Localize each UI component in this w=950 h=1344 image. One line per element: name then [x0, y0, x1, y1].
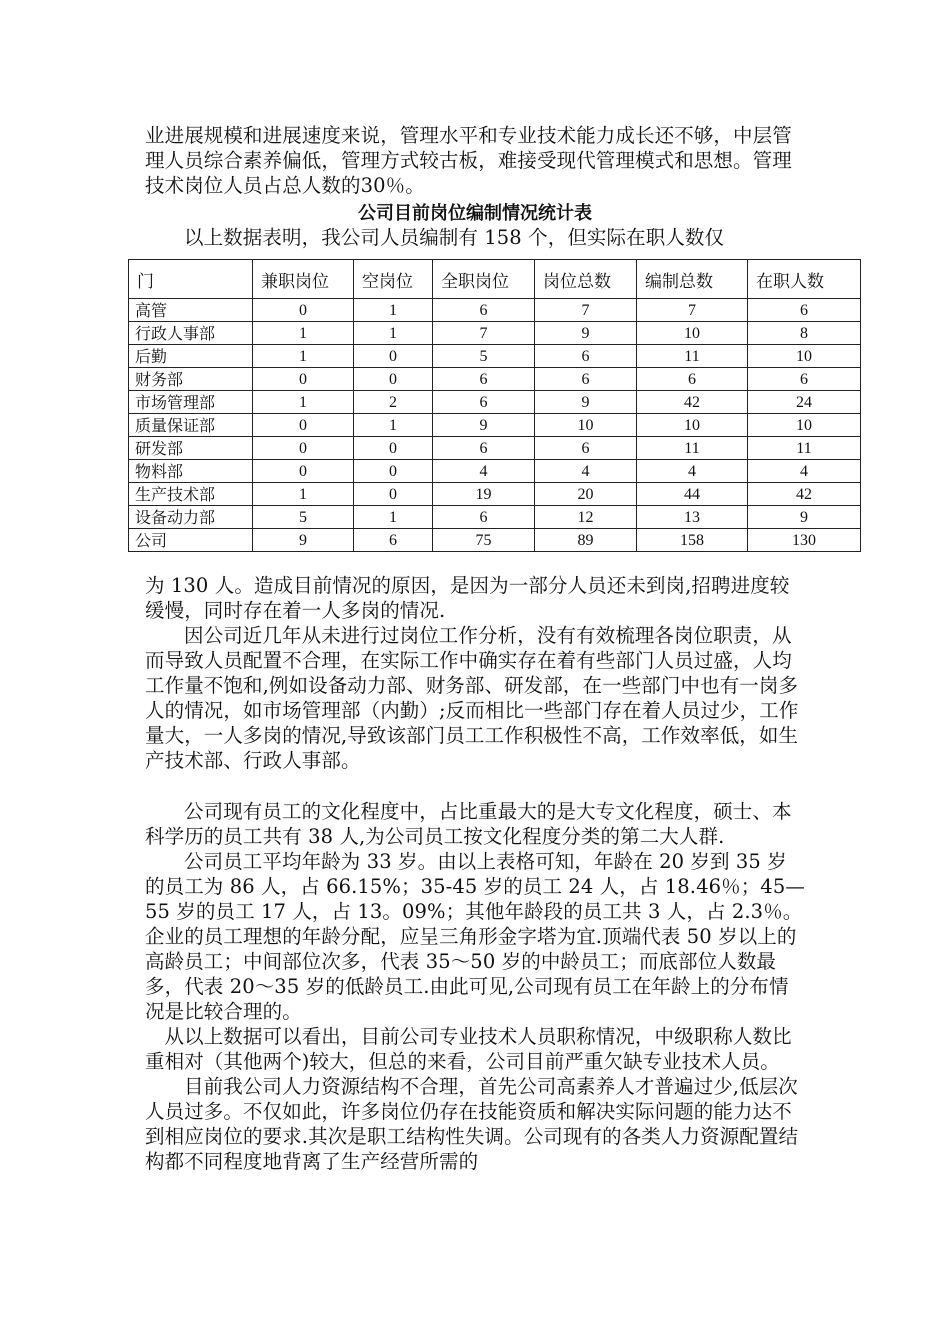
value-cell: 9: [535, 322, 637, 345]
value-cell: 1: [354, 299, 433, 322]
value-cell: 44: [637, 483, 748, 506]
value-cell: 1: [354, 506, 433, 529]
dept-cell: 行政人事部: [129, 322, 253, 345]
value-cell: 0: [354, 460, 433, 483]
paragraph-1: 为 130 人。造成目前情况的原因，是因为一部分人员还未到岗,招聘进度较缓慢，同时存在着一人多岗的情况.: [145, 574, 790, 622]
value-cell: 6: [748, 299, 861, 322]
value-cell: 6: [433, 391, 535, 414]
table-row: [129, 460, 861, 483]
value-cell: 0: [253, 437, 354, 460]
staffing-table: [128, 259, 861, 552]
value-cell: 9: [433, 414, 535, 437]
table-row: [129, 368, 861, 391]
value-cell: 4: [748, 460, 861, 483]
value-cell: 10: [535, 414, 637, 437]
value-cell: 19: [433, 483, 535, 506]
value-cell: 24: [748, 391, 861, 414]
value-cell: 0: [253, 460, 354, 483]
header-total-quota: 编制总数: [637, 260, 748, 299]
value-cell: 1: [253, 391, 354, 414]
value-cell: 6: [354, 529, 433, 552]
value-cell: 7: [535, 299, 637, 322]
dept-cell: 生产技术部: [129, 483, 253, 506]
value-cell: 10: [637, 322, 748, 345]
dept-cell: 市场管理部: [129, 391, 253, 414]
value-cell: 6: [535, 437, 637, 460]
table-row: [129, 414, 861, 437]
dept-cell: 财务部: [129, 368, 253, 391]
value-cell: 0: [354, 368, 433, 391]
value-cell: 158: [637, 529, 748, 552]
table-header-row: [129, 260, 861, 299]
table-row: [129, 437, 861, 460]
dept-cell: 设备动力部: [129, 506, 253, 529]
value-cell: 130: [748, 529, 861, 552]
header-vacant: 空岗位: [354, 260, 433, 299]
paragraph-4: 公司员工平均年龄为 33 岁。由以上表格可知，年龄在 20 岁到 35 岁的员工为 86 人，占 66.15%；35-45 岁的员工 24 人，占 18.46％；45—55 岁的员工 17 人，占 13。09%；其他年龄段的员工共 3 人，占 2.3％。企业的员工理想的年龄分配，应呈三角形金字塔为宜.顶端代表 50 岁以上的高龄员工；中间部位次多，代表 35～50 岁的中龄员工；而底部位人数最多，代表 20～35 岁的低龄员工.由此可见,公司现有员工在年龄上的分布情况是比较合理的。: [145, 850, 805, 1023]
table-body: [129, 299, 861, 552]
value-cell: 9: [253, 529, 354, 552]
header-on-duty: 在职人数: [748, 260, 861, 299]
dept-cell: 公司: [129, 529, 253, 552]
value-cell: 1: [253, 483, 354, 506]
dept-cell: 高管: [129, 299, 253, 322]
value-cell: 89: [535, 529, 637, 552]
value-cell: 5: [253, 506, 354, 529]
value-cell: 20: [535, 483, 637, 506]
value-cell: 1: [354, 414, 433, 437]
value-cell: 0: [253, 299, 354, 322]
table-row: [129, 299, 861, 322]
value-cell: 0: [354, 345, 433, 368]
value-cell: 75: [433, 529, 535, 552]
value-cell: 9: [535, 391, 637, 414]
value-cell: 6: [433, 506, 535, 529]
value-cell: 6: [637, 368, 748, 391]
header-total-positions: 岗位总数: [535, 260, 637, 299]
value-cell: 11: [637, 437, 748, 460]
value-cell: 1: [253, 345, 354, 368]
value-cell: 5: [433, 345, 535, 368]
value-cell: 42: [748, 483, 861, 506]
value-cell: 0: [354, 483, 433, 506]
value-cell: 1: [253, 322, 354, 345]
paragraph-5: 从以上数据可以看出，目前公司专业技术人员职称情况，中级职称人数比重相对（其他两个)较大，但总的来看，公司目前严重欠缺专业技术人员。: [145, 1025, 792, 1073]
table-row: [129, 345, 861, 368]
header-parttime: 兼职岗位: [253, 260, 354, 299]
table-row: [129, 529, 861, 552]
value-cell: 6: [748, 368, 861, 391]
table-row: [129, 506, 861, 529]
paragraph-2: 因公司近几年从未进行过岗位工作分析，没有有效梳理各岗位职责，从而导致人员配置不合理，在实际工作中确实存在着有些部门人员过盛，人均工作量不饱和,例如设备动力部、财务部、研发部，在一些部门中也有一岗多人的情况，如市场管理部（内勤）;反而相比一些部门存在着人员过少，工作量大，一人多岗的情况,导致该部门员工工作积极性不高，工作效率低，如生产技术部、行政人事部。: [145, 624, 799, 772]
dept-cell: 质量保证部: [129, 414, 253, 437]
table-row: [129, 483, 861, 506]
body-section-1: [145, 573, 805, 773]
header-fulltime: 全职岗位: [433, 260, 535, 299]
value-cell: 7: [637, 299, 748, 322]
value-cell: 6: [433, 299, 535, 322]
value-cell: 11: [748, 437, 861, 460]
value-cell: 10: [748, 345, 861, 368]
para-before-table: [145, 225, 805, 250]
paragraph-6: 目前我公司人力资源结构不合理，首先公司高素养人才普遍过少,低层次人员过多。不仅如此，许多岗位仍存在技能资质和解决实际问题的能力达不到相应岗位的要求.其次是职工结构性失调。公司现有的各类人力资源配置结构都不同程度地背离了生产经营所需的: [145, 1075, 799, 1173]
value-cell: 12: [535, 506, 637, 529]
value-cell: 4: [535, 460, 637, 483]
value-cell: 4: [637, 460, 748, 483]
dept-cell: 物料部: [129, 460, 253, 483]
header-dept: 门: [129, 260, 253, 299]
value-cell: 6: [433, 368, 535, 391]
value-cell: 6: [535, 345, 637, 368]
intro-paragraph: [145, 123, 805, 198]
value-cell: 10: [637, 414, 748, 437]
value-cell: 0: [354, 437, 433, 460]
paragraph-3: 公司现有员工的文化程度中，占比重最大的是大专文化程度，硕士、本科学历的员工共有 38 人,为公司员工按文化程度分类的第二大人群.: [145, 800, 792, 848]
value-cell: 10: [748, 414, 861, 437]
value-cell: 6: [433, 437, 535, 460]
value-cell: 9: [748, 506, 861, 529]
value-cell: 4: [433, 460, 535, 483]
body-section-2: [145, 799, 805, 1174]
value-cell: 11: [637, 345, 748, 368]
table-title: 公司目前岗位编制情况统计表: [358, 203, 592, 224]
intro-text: 业进展规模和进展速度来说，管理水平和专业技术能力成长还不够，中层管理人员综合素养偏低，管理方式较古板，难接受现代管理模式和思想。管理技术岗位人员占总人数的30％。: [145, 124, 792, 197]
table-row: [129, 391, 861, 414]
para-before-table-text: 以上数据表明，我公司人员编制有 158 个，但实际在职人数仅: [184, 226, 725, 249]
value-cell: 8: [748, 322, 861, 345]
value-cell: 0: [253, 414, 354, 437]
dept-cell: 后勤: [129, 345, 253, 368]
value-cell: 0: [253, 368, 354, 391]
value-cell: 6: [535, 368, 637, 391]
value-cell: 42: [637, 391, 748, 414]
value-cell: 7: [433, 322, 535, 345]
dept-cell: 研发部: [129, 437, 253, 460]
value-cell: 2: [354, 391, 433, 414]
table-row: [129, 322, 861, 345]
value-cell: 13: [637, 506, 748, 529]
value-cell: 1: [354, 322, 433, 345]
